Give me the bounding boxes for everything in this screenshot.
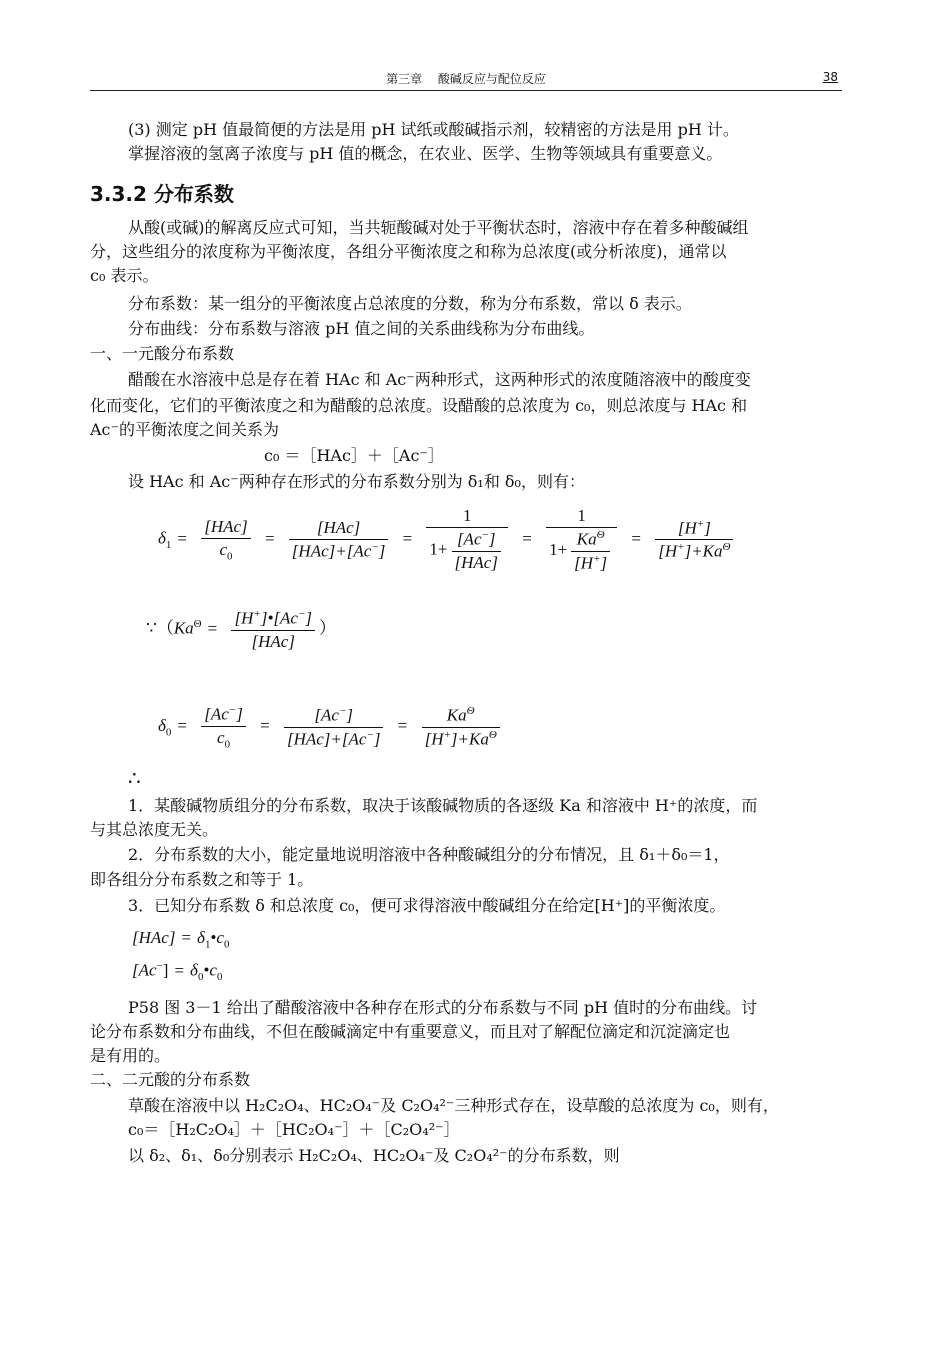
text-line: (3) 测定 pH 值最简便的方法是用 pH 试纸或酸碱指示剂，较精密的方法是用 pH 计。 <box>128 120 739 139</box>
text-line: 从酸(或碱)的解离反应式可知，当共轭酸碱对处于平衡状态时，溶液中存在着多种酸碱组 <box>128 218 749 237</box>
text-line: 2．分布系数的大小，能定量地说明溶液中各种酸碱组分的分布情况，且 δ₁＋δ₀＝1， <box>128 845 730 864</box>
equation-hac: $[HAc] = \delta_1•c_0$ <box>132 928 230 951</box>
text-line: 以 δ₂、δ₁、δ₀分别表示 H₂C₂O₄、HC₂O₄⁻及 C₂O₄²⁻的分布系数，则 <box>128 1146 620 1165</box>
section-heading: 3.3.2 分布系数 <box>90 182 234 206</box>
text-line: 草酸在溶液中以 H₂C₂O₄、HC₂O₄⁻及 C₂O₄²⁻三种形式存在，设草酸的总浓度为 c₀，则有， <box>128 1096 779 1115</box>
text-line: 化而变化，它们的平衡浓度之和为醋酸的总浓度。设醋酸的总浓度为 c₀，则总浓度与 HAc 和 <box>90 396 748 415</box>
text-line: 3．已知分布系数 δ 和总浓度 c₀，便可求得溶液中酸碱组分在给定[H⁺]的平衡浓度。 <box>128 896 726 915</box>
equation-total: c₀ ＝［HAc］＋［Ac⁻］ <box>264 446 444 465</box>
text-line: 1．某酸碱物质组分的分布系数，取决于该酸碱物质的各逐级 Ka 和溶液中 H⁺的浓度，而 <box>128 796 758 815</box>
equation-oxalic-total: c₀＝［H₂C₂O₄］＋［HC₂O₄⁻］＋［C₂O₄²⁻］ <box>128 1120 460 1139</box>
text-line: 即各组分分布系数之和等于 1。 <box>90 870 314 889</box>
text-line: 分布系数：某一组分的平衡浓度占总浓度的分数，称为分布系数，常以 δ 表示。 <box>128 294 692 313</box>
equation-ka: $\because(Ka^\Theta$ = $\frac{[H^+]•[Ac^-]}{\text{[HAc]}}$ ） <box>146 608 336 651</box>
text-line: 设 HAc 和 Ac⁻两种存在形式的分布系数分别为 δ₁和 δ₀，则有： <box>128 472 585 491</box>
page-number: 38 <box>822 70 838 84</box>
text-line: P58 图 3－1 给出了醋酸溶液中各种存在形式的分布系数与不同 pH 值时的分布曲线。讨 <box>128 998 758 1017</box>
page-header <box>90 68 842 91</box>
text-line: 与其总浓度无关。 <box>90 820 219 839</box>
text-line: 掌握溶液的氢离子浓度与 pH 值的概念，在农业、医学、生物等领域具有重要意义。 <box>128 144 723 163</box>
subsection-heading: 一、一元酸分布系数 <box>90 344 235 363</box>
text-line: c₀ 表示。 <box>90 266 159 285</box>
therefore-symbol: ∴ <box>128 766 141 790</box>
equation-ac: $[Ac^-] = \delta_0•c_0$ <box>132 960 223 984</box>
text-line: Ac⁻的平衡浓度之间关系为 <box>90 420 279 439</box>
text-line: 分，这些组分的浓度称为平衡浓度，各组分平衡浓度之和称为总浓度(或分析浓度)，通常以 <box>90 242 727 261</box>
subsection-heading: 二、二元酸的分布系数 <box>90 1070 251 1089</box>
text-line: 是有用的。 <box>90 1046 171 1065</box>
text-line: 论分布系数和分布曲线，不但在酸碱滴定中有重要意义，而且对了解配位滴定和沉淀滴定也 <box>90 1022 731 1041</box>
equation-delta1: $\delta_1$ = $\frac{\text{[HAc]}}{c_0}$ = $\frac{\text{[HAc]}}{[HAc]+[Ac^-]}$ = 1 1+ $\frac{[Ac^-]}{\text{[HAc]}}$ = 1 1+ $\frac{Ka^\Theta}{[H^+]}$ = $\frac{[H^+]}{[H^+]+Ka^\Theta}$ <box>158 506 737 573</box>
header-title: 第三章 酸碱反应与配位反应 <box>386 72 546 86</box>
text-line: 分布曲线：分布系数与溶液 pH 值之间的关系曲线称为分布曲线。 <box>128 319 595 338</box>
text-line: 醋酸在水溶液中总是存在着 HAc 和 Ac⁻两种形式，这两种形式的浓度随溶液中的酸度变 <box>128 370 751 389</box>
equation-delta0: $\delta_0$ = $\frac{[Ac^-]}{c_0}$ = $\frac{[Ac^-]}{[HAc]+[Ac^-]}$ = $\frac{Ka^\Theta}{[H^+]+Ka^\Theta}$ <box>158 704 504 750</box>
